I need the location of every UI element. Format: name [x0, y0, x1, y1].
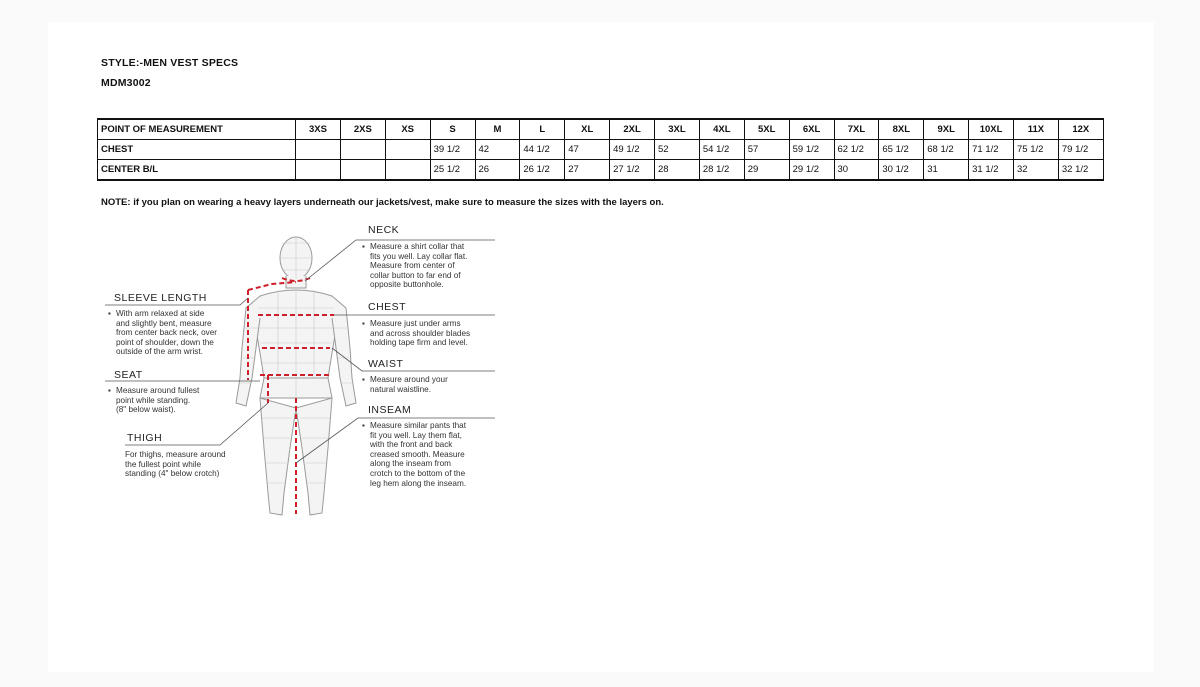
table-cell: 49 1/2	[610, 140, 655, 160]
inseam-description	[370, 421, 466, 488]
column-header: 5XL	[744, 119, 789, 140]
table-cell: 42	[475, 140, 520, 160]
chest-line: ▪ Measure just under arms	[370, 319, 470, 329]
seat-title: SEAT	[114, 369, 143, 381]
sleeve-length-description	[116, 309, 217, 357]
column-header: 4XL	[699, 119, 744, 140]
thigh-line: the fullest point while	[125, 459, 202, 469]
thigh-title: THIGH	[127, 432, 163, 444]
neck-line: ▪ Measure a shirt collar that	[370, 242, 467, 252]
style-title: STYLE:-MEN VEST SPECS	[101, 57, 239, 69]
table-cell: 30 1/2	[879, 160, 924, 181]
column-header: S	[430, 119, 475, 140]
style-code: MDM3002	[101, 77, 151, 89]
column-header: L	[520, 119, 565, 140]
column-header: XL	[565, 119, 610, 140]
table-cell: 26 1/2	[520, 160, 565, 181]
table-row-center-bl	[98, 160, 1104, 181]
chest-line: holding tape firm and level.	[370, 338, 468, 348]
sleeve-line: and slightly bent, measure	[116, 318, 212, 328]
waist-title: WAIST	[368, 358, 404, 370]
neck-line: collar button to far end of	[370, 270, 461, 280]
neck-description	[370, 242, 467, 290]
inseam-line: creased smooth. Measure	[370, 449, 465, 459]
inseam-line: with the front and back	[370, 440, 453, 450]
table-cell: 68 1/2	[924, 140, 969, 160]
column-header: M	[475, 119, 520, 140]
sleeve-line: outside of the arm wrist.	[116, 347, 203, 357]
neck-line: Measure from center of	[370, 261, 455, 271]
table-cell	[296, 140, 341, 160]
chest-line: and across shoulder blades	[370, 328, 471, 338]
table-cell	[296, 160, 341, 181]
column-header: 7XL	[834, 119, 879, 140]
table-cell: 29	[744, 160, 789, 181]
table-cell: 31	[924, 160, 969, 181]
inseam-title: INSEAM	[368, 404, 412, 416]
sleeve-line: from center back neck, over	[116, 328, 218, 338]
table-cell	[385, 160, 430, 181]
thigh-line: standing (4" below crotch)	[125, 469, 220, 479]
table-cell: 75 1/2	[1014, 140, 1059, 160]
neck-line: opposite buttonhole.	[370, 280, 444, 290]
waist-description	[370, 375, 448, 394]
row-label: CENTER B/L	[98, 160, 296, 181]
inseam-line: leg hem along the inseam.	[370, 478, 467, 488]
table-cell: 32	[1014, 160, 1059, 181]
table-cell: 30	[834, 160, 879, 181]
seat-line: ▪ Measure around fullest	[116, 386, 199, 396]
table-cell: 71 1/2	[969, 140, 1014, 160]
chest-description	[370, 319, 470, 348]
table-cell: 39 1/2	[430, 140, 475, 160]
column-header: 8XL	[879, 119, 924, 140]
table-cell: 32 1/2	[1058, 160, 1103, 181]
table-cell: 57	[744, 140, 789, 160]
measurement-diagram	[100, 218, 500, 523]
table-cell: 54 1/2	[699, 140, 744, 160]
inseam-line: along the inseam from	[370, 459, 452, 469]
column-header: POINT OF MEASUREMENT	[98, 119, 296, 140]
table-cell: 79 1/2	[1058, 140, 1103, 160]
row-label: CHEST	[98, 140, 296, 160]
inseam-line: fit you well. Lay them flat,	[370, 430, 462, 440]
column-header: 3XS	[296, 119, 341, 140]
table-cell: 27 1/2	[610, 160, 655, 181]
table-cell: 29 1/2	[789, 160, 834, 181]
table-cell	[340, 140, 385, 160]
table-cell: 62 1/2	[834, 140, 879, 160]
waist-leader	[332, 348, 495, 371]
neck-title: NECK	[368, 224, 400, 236]
table-cell: 44 1/2	[520, 140, 565, 160]
table-header-row	[98, 119, 1104, 140]
column-header: 11X	[1014, 119, 1059, 140]
column-header: XS	[385, 119, 430, 140]
table-row-chest	[98, 140, 1104, 160]
seat-description	[116, 386, 199, 415]
table-cell	[340, 160, 385, 181]
sleeve-line: point of shoulder, down the	[116, 337, 214, 347]
seat-line: point while standing.	[116, 395, 191, 405]
inseam-line: ▪ Measure similar pants that	[370, 421, 466, 431]
column-header: 3XL	[655, 119, 700, 140]
sleeve-line: ▪ With arm relaxed at side	[116, 309, 217, 319]
table-cell	[385, 140, 430, 160]
seat-line: (8" below waist).	[116, 405, 176, 415]
table-cell: 52	[655, 140, 700, 160]
table-cell: 27	[565, 160, 610, 181]
chest-title: CHEST	[368, 301, 407, 313]
waist-line: ▪ Measure around your	[370, 375, 448, 385]
column-header: 9XL	[924, 119, 969, 140]
table-cell: 25 1/2	[430, 160, 475, 181]
table-cell: 26	[475, 160, 520, 181]
neck-line: fits you well. Lay collar flat.	[370, 251, 468, 261]
thigh-description	[125, 450, 226, 479]
table-cell: 28	[655, 160, 700, 181]
column-header: 2XL	[610, 119, 655, 140]
table-cell: 65 1/2	[879, 140, 924, 160]
table-cell: 47	[565, 140, 610, 160]
table-cell: 59 1/2	[789, 140, 834, 160]
column-header: 2XS	[340, 119, 385, 140]
thigh-line: For thighs, measure around	[125, 450, 226, 459]
column-header: 10XL	[969, 119, 1014, 140]
table-cell: 31 1/2	[969, 160, 1014, 181]
table-cell: 28 1/2	[699, 160, 744, 181]
size-spec-table	[97, 118, 1104, 181]
column-header: 6XL	[789, 119, 834, 140]
inseam-line: crotch to the bottom of the	[370, 468, 466, 478]
column-header: 12X	[1058, 119, 1103, 140]
layering-note: NOTE: if you plan on wearing a heavy layers underneath our jackets/vest, make sure to measure the sizes with the layers on.	[101, 197, 664, 208]
sleeve-length-title: SLEEVE LENGTH	[114, 292, 207, 304]
waist-line: natural waistline.	[370, 384, 431, 394]
